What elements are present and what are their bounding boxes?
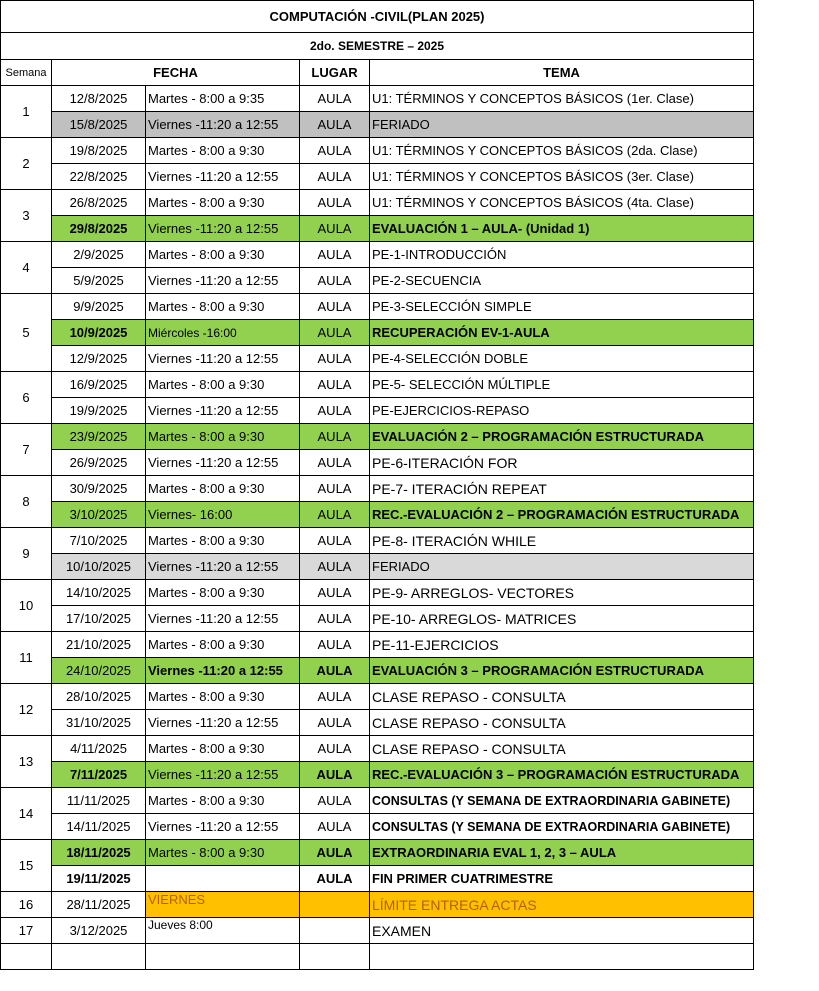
topic-cell: CLASE REPASO - CONSULTA <box>370 684 754 710</box>
topic-cell: FIN PRIMER CUATRIMESTRE <box>370 866 754 892</box>
time-cell: Martes - 8:00 a 9:30 <box>146 190 300 216</box>
week-number: 4 <box>1 242 52 294</box>
table-row <box>1 606 754 632</box>
topic-cell: PE-8- ITERACIÓN WHILE <box>370 528 754 554</box>
topic-cell: PE-7- ITERACIÓN REPEAT <box>370 476 754 502</box>
topic-cell: PE-10- ARREGLOS- MATRICES <box>370 606 754 632</box>
table-row <box>1 918 754 944</box>
empty-cell <box>300 944 370 970</box>
week-number: 15 <box>1 840 52 892</box>
time-cell: Viernes -11:20 a 12:55 <box>146 450 300 476</box>
topic-cell: REC.-EVALUACIÓN 3 – PROGRAMACIÓN ESTRUCTURADA <box>370 762 754 788</box>
time-cell: Viernes -11:20 a 12:55 <box>146 814 300 840</box>
date-cell: 4/11/2025 <box>52 736 146 762</box>
table-row <box>1 242 754 268</box>
date-cell: 16/9/2025 <box>52 372 146 398</box>
week-number: 13 <box>1 736 52 788</box>
date-cell: 19/8/2025 <box>52 138 146 164</box>
date-cell: 15/8/2025 <box>52 112 146 138</box>
week-number: 2 <box>1 138 52 190</box>
topic-cell: LÍMITE ENTREGA ACTAS <box>370 892 754 918</box>
table-row <box>1 710 754 736</box>
place-cell: AULA <box>300 476 370 502</box>
place-cell: AULA <box>300 164 370 190</box>
time-cell: Martes - 8:00 a 9:30 <box>146 138 300 164</box>
empty-row <box>1 944 754 970</box>
place-cell: AULA <box>300 398 370 424</box>
table-row <box>1 138 754 164</box>
table-row <box>1 164 754 190</box>
table-row <box>1 528 754 554</box>
topic-cell: FERIADO <box>370 112 754 138</box>
date-cell: 10/9/2025 <box>52 320 146 346</box>
date-cell: 9/9/2025 <box>52 294 146 320</box>
place-cell: AULA <box>300 372 370 398</box>
week-number: 10 <box>1 580 52 632</box>
time-cell: Martes - 8:00 a 9:30 <box>146 788 300 814</box>
date-cell: 14/11/2025 <box>52 814 146 840</box>
table-row <box>1 216 754 242</box>
time-cell: Martes - 8:00 a 9:30 <box>146 684 300 710</box>
table-row <box>1 580 754 606</box>
place-cell: AULA <box>300 554 370 580</box>
topic-cell: U1: TÉRMINOS Y CONCEPTOS BÁSICOS (1er. Clase) <box>370 86 754 112</box>
time-cell: Martes - 8:00 a 9:30 <box>146 528 300 554</box>
place-cell: AULA <box>300 294 370 320</box>
time-cell: Viernes -11:20 a 12:55 <box>146 554 300 580</box>
date-cell: 29/8/2025 <box>52 216 146 242</box>
table-row <box>1 502 754 528</box>
time-cell: Martes - 8:00 a 9:30 <box>146 242 300 268</box>
table-row <box>1 788 754 814</box>
place-cell <box>300 892 370 918</box>
time-cell: Viernes -11:20 a 12:55 <box>146 346 300 372</box>
table-row <box>1 736 754 762</box>
place-cell: AULA <box>300 840 370 866</box>
table-row <box>1 632 754 658</box>
date-cell: 28/11/2025 <box>52 892 146 918</box>
topic-cell: FERIADO <box>370 554 754 580</box>
time-cell: Viernes -11:20 a 12:55 <box>146 398 300 424</box>
table-row <box>1 372 754 398</box>
page-title: COMPUTACIÓN -CIVIL(PLAN 2025) <box>1 1 754 33</box>
empty-cell <box>52 944 146 970</box>
header-fecha: FECHA <box>52 60 300 86</box>
week-number: 1 <box>1 86 52 138</box>
empty-cell <box>146 944 300 970</box>
place-cell: AULA <box>300 190 370 216</box>
week-number: 16 <box>1 892 52 918</box>
topic-cell: U1: TÉRMINOS Y CONCEPTOS BÁSICOS (2da. Clase) <box>370 138 754 164</box>
topic-cell: EVALUACIÓN 1 – AULA- (Unidad 1) <box>370 216 754 242</box>
place-cell: AULA <box>300 658 370 684</box>
time-cell: Viernes -11:20 a 12:55 <box>146 164 300 190</box>
table-row <box>1 762 754 788</box>
table-row <box>1 866 754 892</box>
topic-cell: U1: TÉRMINOS Y CONCEPTOS BÁSICOS (4ta. Clase) <box>370 190 754 216</box>
time-cell: Jueves 8:00 <box>146 918 300 944</box>
table-row <box>1 398 754 424</box>
time-cell: Viernes -11:20 a 12:55 <box>146 112 300 138</box>
date-cell: 30/9/2025 <box>52 476 146 502</box>
topic-cell: PE-2-SECUENCIA <box>370 268 754 294</box>
week-number: 3 <box>1 190 52 242</box>
table-row <box>1 294 754 320</box>
time-cell: Viernes -11:20 a 12:55 <box>146 658 300 684</box>
empty-cell <box>370 944 754 970</box>
week-number: 8 <box>1 476 52 528</box>
topic-cell: CLASE REPASO - CONSULTA <box>370 736 754 762</box>
topic-cell: PE-9- ARREGLOS- VECTORES <box>370 580 754 606</box>
week-number: 6 <box>1 372 52 424</box>
topic-cell: REC.-EVALUACIÓN 2 – PROGRAMACIÓN ESTRUCTURADA <box>370 502 754 528</box>
time-cell: Viernes -11:20 a 12:55 <box>146 762 300 788</box>
date-cell: 12/8/2025 <box>52 86 146 112</box>
date-cell: 19/9/2025 <box>52 398 146 424</box>
empty-cell <box>1 944 52 970</box>
date-cell: 2/9/2025 <box>52 242 146 268</box>
topic-cell: PE-3-SELECCIÓN SIMPLE <box>370 294 754 320</box>
time-cell: Viernes -11:20 a 12:55 <box>146 710 300 736</box>
date-cell: 21/10/2025 <box>52 632 146 658</box>
date-cell: 5/9/2025 <box>52 268 146 294</box>
time-cell: Viernes -11:20 a 12:55 <box>146 216 300 242</box>
topic-cell: CONSULTAS (Y SEMANA DE EXTRAORDINARIA GABINETE) <box>370 788 754 814</box>
time-cell: Martes - 8:00 a 9:30 <box>146 632 300 658</box>
week-number: 9 <box>1 528 52 580</box>
date-cell: 19/11/2025 <box>52 866 146 892</box>
time-cell: Martes - 8:00 a 9:30 <box>146 372 300 398</box>
place-cell: AULA <box>300 632 370 658</box>
topic-cell: EXAMEN <box>370 918 754 944</box>
place-cell: AULA <box>300 86 370 112</box>
topic-cell: CONSULTAS (Y SEMANA DE EXTRAORDINARIA GABINETE) <box>370 814 754 840</box>
topic-cell: PE-6-ITERACIÓN FOR <box>370 450 754 476</box>
topic-cell: PE-11-EJERCICIOS <box>370 632 754 658</box>
time-cell: Martes - 8:00 a 9:30 <box>146 840 300 866</box>
topic-cell: RECUPERACIÓN EV-1-AULA <box>370 320 754 346</box>
place-cell: AULA <box>300 242 370 268</box>
topic-cell: EVALUACIÓN 3 – PROGRAMACIÓN ESTRUCTURADA <box>370 658 754 684</box>
place-cell: AULA <box>300 502 370 528</box>
table-row <box>1 554 754 580</box>
time-cell: Martes - 8:00 a 9:30 <box>146 736 300 762</box>
table-row <box>1 658 754 684</box>
date-cell: 24/10/2025 <box>52 658 146 684</box>
topic-cell: PE-EJERCICIOS-REPASO <box>370 398 754 424</box>
week-number: 14 <box>1 788 52 840</box>
week-number: 7 <box>1 424 52 476</box>
place-cell: AULA <box>300 762 370 788</box>
table-row <box>1 424 754 450</box>
date-cell: 18/11/2025 <box>52 840 146 866</box>
place-cell: AULA <box>300 216 370 242</box>
date-cell: 11/11/2025 <box>52 788 146 814</box>
topic-cell: CLASE REPASO - CONSULTA <box>370 710 754 736</box>
table-row <box>1 814 754 840</box>
date-cell: 22/8/2025 <box>52 164 146 190</box>
place-cell: AULA <box>300 346 370 372</box>
place-cell: AULA <box>300 736 370 762</box>
place-cell: AULA <box>300 528 370 554</box>
time-cell: Martes - 8:00 a 9:30 <box>146 424 300 450</box>
week-number: 5 <box>1 294 52 372</box>
time-cell: Miércoles -16:00 <box>146 320 300 346</box>
table-row <box>1 268 754 294</box>
week-number: 17 <box>1 918 52 944</box>
topic-cell: PE-4-SELECCIÓN DOBLE <box>370 346 754 372</box>
topic-cell: EVALUACIÓN 2 – PROGRAMACIÓN ESTRUCTURADA <box>370 424 754 450</box>
header-lugar: LUGAR <box>300 60 370 86</box>
topic-cell: EXTRAORDINARIA EVAL 1, 2, 3 – AULA <box>370 840 754 866</box>
table-row <box>1 840 754 866</box>
table-row <box>1 346 754 372</box>
date-cell: 17/10/2025 <box>52 606 146 632</box>
date-cell: 23/9/2025 <box>52 424 146 450</box>
place-cell <box>300 918 370 944</box>
table-row <box>1 684 754 710</box>
place-cell: AULA <box>300 580 370 606</box>
date-cell: 3/12/2025 <box>52 918 146 944</box>
header-semana: Semana <box>1 60 52 86</box>
place-cell: AULA <box>300 814 370 840</box>
time-cell <box>146 866 300 892</box>
place-cell: AULA <box>300 710 370 736</box>
table-row <box>1 190 754 216</box>
place-cell: AULA <box>300 424 370 450</box>
topic-cell: U1: TÉRMINOS Y CONCEPTOS BÁSICOS (3er. Clase) <box>370 164 754 190</box>
date-cell: 26/9/2025 <box>52 450 146 476</box>
place-cell: AULA <box>300 684 370 710</box>
place-cell: AULA <box>300 450 370 476</box>
time-cell: Martes - 8:00 a 9:30 <box>146 294 300 320</box>
date-cell: 10/10/2025 <box>52 554 146 580</box>
place-cell: AULA <box>300 788 370 814</box>
table-row <box>1 476 754 502</box>
place-cell: AULA <box>300 320 370 346</box>
date-cell: 3/10/2025 <box>52 502 146 528</box>
date-cell: 14/10/2025 <box>52 580 146 606</box>
date-cell: 12/9/2025 <box>52 346 146 372</box>
date-cell: 31/10/2025 <box>52 710 146 736</box>
place-cell: AULA <box>300 866 370 892</box>
table-row <box>1 450 754 476</box>
place-cell: AULA <box>300 268 370 294</box>
page-subtitle: 2do. SEMESTRE – 2025 <box>1 33 754 60</box>
time-cell: Martes - 8:00 a 9:30 <box>146 580 300 606</box>
time-cell: Viernes -11:20 a 12:55 <box>146 268 300 294</box>
place-cell: AULA <box>300 606 370 632</box>
topic-cell: PE-5- SELECCIÓN MÚLTIPLE <box>370 372 754 398</box>
table-row <box>1 112 754 138</box>
date-cell: 7/11/2025 <box>52 762 146 788</box>
table-row <box>1 86 754 112</box>
place-cell: AULA <box>300 112 370 138</box>
header-tema: TEMA <box>370 60 754 86</box>
date-cell: 28/10/2025 <box>52 684 146 710</box>
week-number: 12 <box>1 684 52 736</box>
week-number: 11 <box>1 632 52 684</box>
table-row <box>1 320 754 346</box>
time-cell: Viernes -11:20 a 12:55 <box>146 606 300 632</box>
table-row <box>1 892 754 918</box>
time-cell: Martes - 8:00 a 9:35 <box>146 86 300 112</box>
time-cell: VIERNES <box>146 892 300 918</box>
time-cell: Martes - 8:00 a 9:30 <box>146 476 300 502</box>
date-cell: 26/8/2025 <box>52 190 146 216</box>
date-cell: 7/10/2025 <box>52 528 146 554</box>
place-cell: AULA <box>300 138 370 164</box>
time-cell: Viernes- 16:00 <box>146 502 300 528</box>
topic-cell: PE-1-INTRODUCCIÓN <box>370 242 754 268</box>
